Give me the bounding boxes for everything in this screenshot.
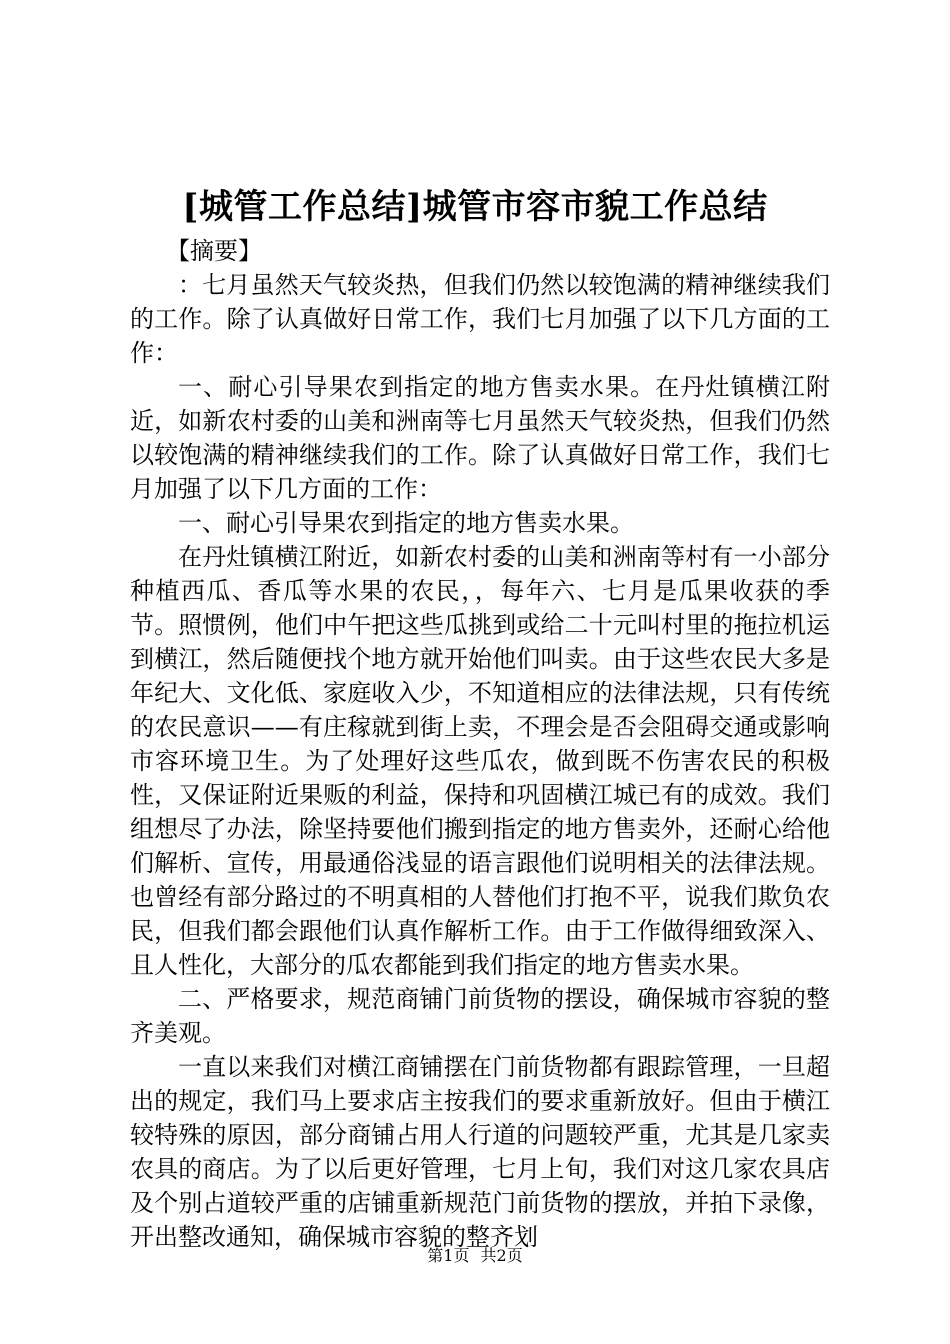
page-number-current: 第1页 — [427, 1246, 470, 1265]
document-body — [130, 234, 830, 1254]
page-number-total: 共2页 — [480, 1246, 523, 1265]
paragraph-3: 一直以来我们对横江商铺摆在门前货物都有跟踪管理，一旦超出的规定，我们马上要求店主按我们的要求重新放好。但由于横江较特殊的原因，部分商铺占用人行道的问题较严重，尤其是几家卖农具的商店。为了以后更好管理，七月上旬，我们对这几家农具店及个别占道较严重的店铺重新规范门前货物的摆放，并拍下录像，开出整改通知，确保城市容貌的整齐划 — [130, 1053, 830, 1251]
page-footer — [0, 1245, 950, 1267]
paragraph-heading-2: 二、严格要求，规范商铺门前货物的摆设，确保城市容貌的整齐美观。 — [130, 985, 830, 1047]
document-title: [城管工作总结]城管市容市貌工作总结 — [182, 187, 768, 227]
abstract-label: 【摘要】 — [166, 237, 262, 265]
paragraph-2: 在丹灶镇横江附近，如新农村委的山美和洲南等村有一小部分种植西瓜、香瓜等水果的农民，，每年六、七月是瓜果收获的季节。照惯例，他们中午把这些瓜挑到或给二十元叫村里的拖拉机运到横江，然后随便找个地方就开始他们叫卖。由于这些农民大多是年纪大、文化低、家庭收入少，不知道相应的法律法规，只有传统的农民意识——有庄稼就到街上卖，不理会是否会阻碍交通或影响市容环境卫生。为了处理好这些瓜农，做到既不伤害农民的积极性，又保证附近果贩的利益，保持和巩固横江城已有的成效。我们组想尽了办法，除坚持要他们搬到指定的地方售卖外，还耐心给他们解析、宣传，用最通俗浅显的语言跟他们说明相关的法律法规。也曾经有部分路过的不明真相的人替他们打抱不平，说我们欺负农民，但我们都会跟他们认真作解析工作。由于工作做得细致深入、且人性化，大部分的瓜农都能到我们指定的地方售卖水果。 — [130, 543, 830, 979]
paragraph-intro: ：七月虽然天气较炎热，但我们仍然以较饱满的精神继续我们的工作。除了认真做好日常工作，我们七月加强了以下几方面的工作： — [130, 271, 830, 367]
paragraph-heading-1: 一、耐心引导果农到指定的地方售卖水果。 — [178, 509, 634, 537]
paragraph-1: 一、耐心引导果农到指定的地方售卖水果。在丹灶镇横江附近，如新农村委的山美和洲南等七月虽然天气较炎热，但我们仍然以较饱满的精神继续我们的工作。除了认真做好日常工作，我们七月加强了以下几方面的工作： — [130, 373, 830, 503]
